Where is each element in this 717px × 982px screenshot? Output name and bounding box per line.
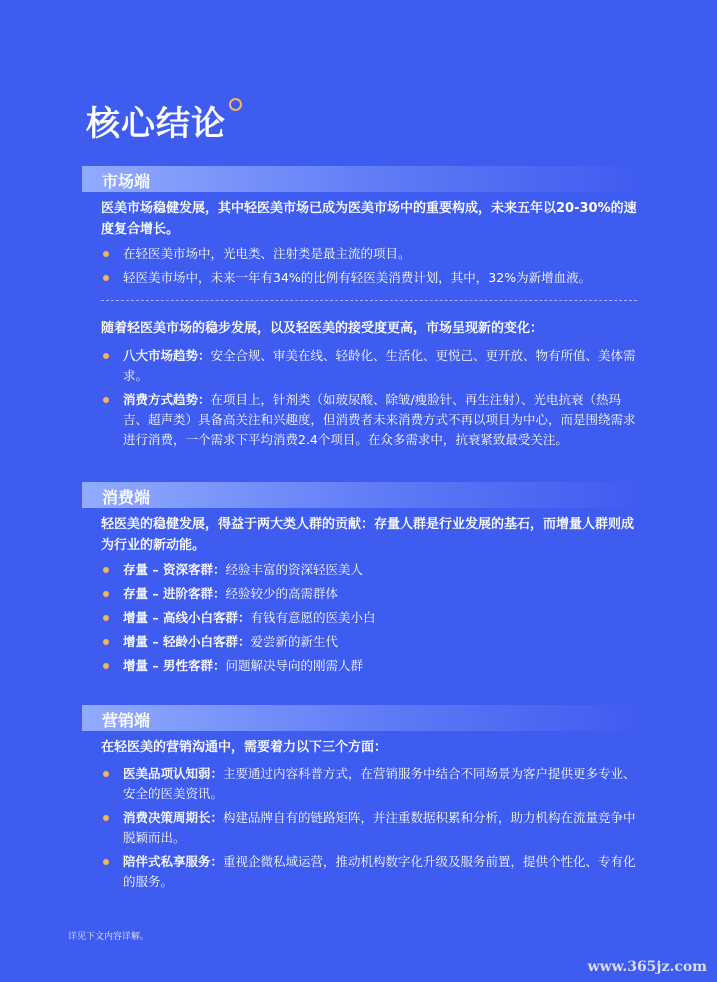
bullet-dot-icon xyxy=(103,591,109,597)
footnote: 详见下文内容详解。 xyxy=(68,932,150,942)
list-item: 增量 – 轻龄小白客群：爱尝新的新生代 xyxy=(101,632,641,652)
bullet-dot-icon xyxy=(103,251,109,257)
marketing-lead: 在轻医美的营销沟通中，需要着力以下三个方面： xyxy=(101,740,388,755)
bullet-dot-icon xyxy=(103,639,109,645)
consumer-lead: 轻医美的稳健发展，得益于两大类人群的贡献：存量人群是行业发展的基石，而增量人群则成为行业的新动能。 xyxy=(101,517,635,553)
list-item: 消费方式趋势：在项目上，针剂类（如玻尿酸、除皱/瘦脸针、再生注射）、光电抗衰（热玛吉、超声类）具备高关注和兴趣度，但消费者未来消费方式不再以项目为中心，而是围绕需求进行消费，一个需求下平均消费2.4个项目。在众多需求中，抗衰紧致最受关注。 xyxy=(101,390,641,450)
market-bullets xyxy=(101,244,641,292)
watermark: www.365jz.com xyxy=(587,959,707,975)
list-item: 存量 – 进阶客群：经验较少的高需群体 xyxy=(101,584,641,604)
bullet-dot-icon xyxy=(103,275,109,281)
decorative-circle-icon xyxy=(229,98,242,111)
list-item: 八大市场趋势：安全合规、审美在线、轻龄化、生活化、更悦己、更开放、物有所值、美体需求。 xyxy=(101,346,641,386)
page-title: 核心结论 xyxy=(86,104,226,144)
section-header-marketing xyxy=(82,705,638,731)
list-item: 陪伴式私享服务：重视企微私域运营，推动机构数字化升级及服务前置，提供个性化、专有化的服务。 xyxy=(101,852,641,892)
section-heading: 消费端 xyxy=(102,488,151,507)
list-item: 轻医美市场中，未来一年有34%的比例有轻医美消费计划，其中，32%为新增血液。 xyxy=(101,268,641,288)
bullet-dot-icon xyxy=(103,859,109,865)
list-item: 增量 – 高线小白客群：有钱有意愿的医美小白 xyxy=(101,608,641,628)
list-item: 增量 – 男性客群：问题解决导向的刚需人群 xyxy=(101,656,641,676)
list-item: 在轻医美市场中，光电类、注射类是最主流的项目。 xyxy=(101,244,641,264)
consumer-bullets xyxy=(101,560,641,680)
section-heading: 营销端 xyxy=(102,711,151,730)
list-item: 消费决策周期长：构建品牌自有的链路矩阵，并注重数据积累和分析，助力机构在流量竞争中脱颖而出。 xyxy=(101,808,641,848)
bullet-dot-icon xyxy=(103,353,109,359)
market-lead: 医美市场稳健发展，其中轻医美市场已成为医美市场中的重要构成，未来五年以20-30%的速度复合增长。 xyxy=(101,201,637,237)
bullet-dot-icon xyxy=(103,663,109,669)
dashed-divider xyxy=(101,300,637,301)
bullet-dot-icon xyxy=(103,815,109,821)
bullet-dot-icon xyxy=(103,615,109,621)
bullet-dot-icon xyxy=(103,567,109,573)
bullet-dot-icon xyxy=(103,771,109,777)
market-lead-2: 随着轻医美市场的稳步发展，以及轻医美的接受度更高，市场呈现新的变化： xyxy=(101,321,544,336)
marketing-bullets xyxy=(101,764,641,896)
section-header-consumer xyxy=(82,482,638,508)
list-item: 医美品项认知弱：主要通过内容科普方式，在营销服务中结合不同场景为客户提供更多专业、安全的医美资讯。 xyxy=(101,764,641,804)
market-trend-bullets xyxy=(101,346,641,454)
section-heading: 市场端 xyxy=(102,172,151,191)
section-header-market xyxy=(82,166,638,192)
list-item: 存量 – 资深客群：经验丰富的资深轻医美人 xyxy=(101,560,641,580)
bullet-dot-icon xyxy=(103,397,109,403)
